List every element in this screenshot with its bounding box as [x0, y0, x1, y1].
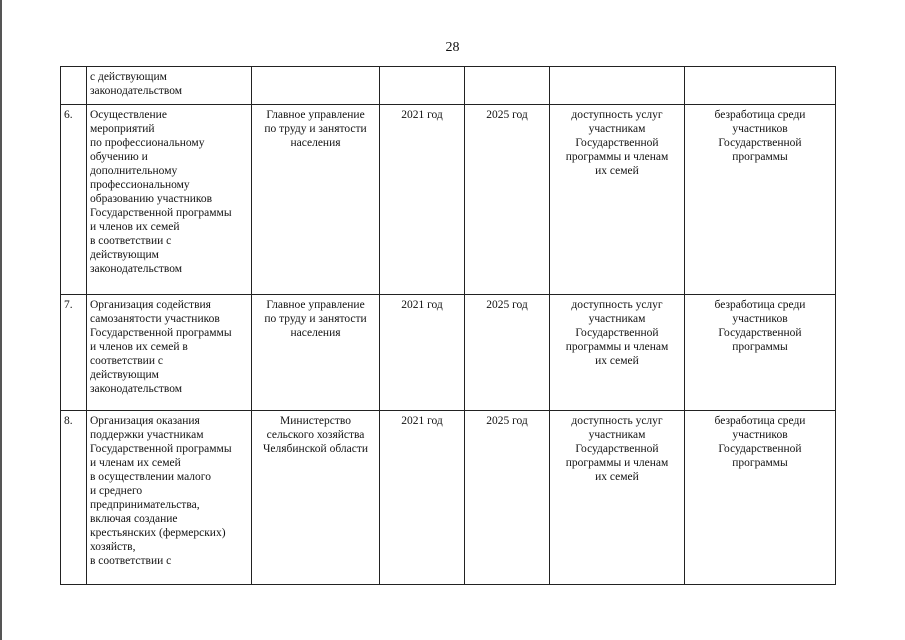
cell-result: доступность услуг участникам Государственной программы и членам их семей: [550, 411, 685, 585]
cell-start: 2021 год: [380, 295, 465, 411]
table-row-continuation: [61, 67, 836, 105]
cell-start: [380, 67, 465, 105]
table-row: [61, 105, 836, 295]
table-row: [61, 295, 836, 411]
cell-name: Организация оказания поддержки участникам Государственной программы и членам их семей в осуществлении малого и среднего предпринимательства, включая создание крестьянских (фермерских) хозяйств, в соответствии с: [87, 411, 252, 585]
cell-risk: безработица среди участников Государственной программы: [685, 295, 836, 411]
cell-num: 7.: [61, 295, 87, 411]
cell-name: Осуществление мероприятий по профессиональному обучению и дополнительному профессиональному образованию участников Государственной программы и членов их семей в соответствии с действующим законодательством: [87, 105, 252, 295]
page-left-edge: [0, 0, 2, 640]
table-row: [61, 411, 836, 585]
cell-result: доступность услуг участникам Государственной программы и членам их семей: [550, 295, 685, 411]
cell-start: 2021 год: [380, 411, 465, 585]
cell-name: с действующим законодательством: [87, 67, 252, 105]
measures-table: [60, 66, 836, 585]
cell-num: 6.: [61, 105, 87, 295]
cell-result: доступность услуг участникам Государственной программы и членам их семей: [550, 105, 685, 295]
cell-risk: безработица среди участников Государственной программы: [685, 411, 836, 585]
cell-start: 2021 год: [380, 105, 465, 295]
cell-risk: безработица среди участников Государственной программы: [685, 105, 836, 295]
cell-name: Организация содействия самозанятости участников Государственной программы и членов их семей в соответствии с действующим законодательством: [87, 295, 252, 411]
cell-executor: Главное управление по труду и занятости населения: [252, 105, 380, 295]
page-number: 28: [445, 40, 460, 55]
cell-num: 8.: [61, 411, 87, 585]
cell-end: 2025 год: [465, 105, 550, 295]
cell-executor: Главное управление по труду и занятости населения: [252, 295, 380, 411]
cell-num: [61, 67, 87, 105]
cell-result: [550, 67, 685, 105]
cell-risk: [685, 67, 836, 105]
cell-end: 2025 год: [465, 411, 550, 585]
cell-executor: Министерство сельского хозяйства Челябинской области: [252, 411, 380, 585]
cell-executor: [252, 67, 380, 105]
cell-end: [465, 67, 550, 105]
cell-end: 2025 год: [465, 295, 550, 411]
